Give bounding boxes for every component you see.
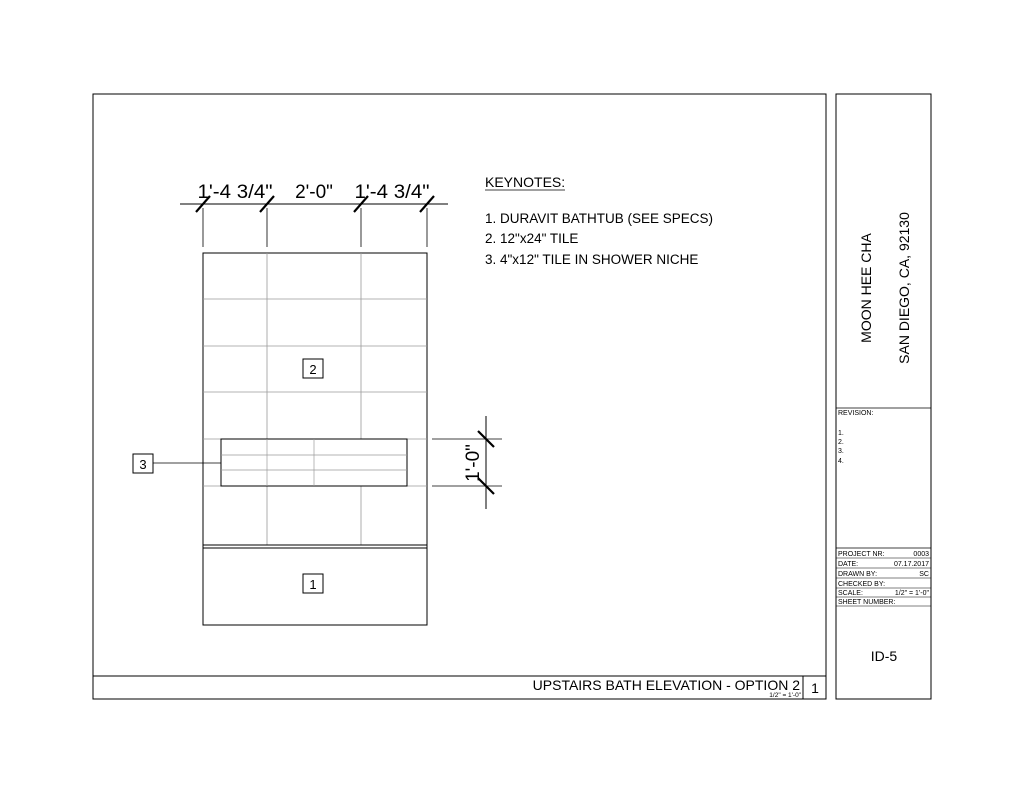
drawn-by-value: SC <box>919 571 929 578</box>
keynote-tag-2-label: 2 <box>309 362 317 377</box>
dimension-left: 1'-4 3/4" <box>197 182 273 203</box>
tile-grid <box>203 253 427 545</box>
keynote-item-3: 3. 4"x12" TILE IN SHOWER NICHE <box>485 252 699 267</box>
sheet-number-label: SHEET NUMBER: <box>838 599 896 606</box>
title-block-border <box>836 94 931 699</box>
scale-label: SCALE: <box>838 590 863 597</box>
dimension-middle: 2'-0" <box>295 182 333 203</box>
keynote-tag-1-label: 1 <box>309 577 317 592</box>
checked-by-label: CHECKED BY: <box>838 581 886 588</box>
drawing-title: UPSTAIRS BATH ELEVATION - OPTION 2 <box>532 677 800 693</box>
drawing-number: 1 <box>811 680 819 696</box>
drawn-by-label: DRAWN BY: <box>838 571 878 578</box>
bath-elevation <box>203 253 427 625</box>
revision-label: REVISION: <box>838 410 874 417</box>
client-name: MOON HEE CHA <box>858 233 874 343</box>
revision-item-4: 4. <box>838 458 844 465</box>
dimension-right: 1'-4 3/4" <box>354 182 430 203</box>
top-dimension-string <box>180 196 448 247</box>
keynotes-title: KEYNOTES: <box>485 174 566 190</box>
sheet-number-value: ID-5 <box>870 648 898 664</box>
revision-item-3: 3. <box>838 448 844 455</box>
keynote-tag-3-label: 3 <box>139 457 147 472</box>
date-value: 07.17.2017 <box>893 561 929 568</box>
revision-item-2: 2. <box>838 439 844 446</box>
project-nr-value: 0003 <box>913 551 929 558</box>
scale-value: 1/2" = 1'-0" <box>894 590 929 597</box>
keynote-item-2: 2. 12"x24" TILE <box>485 231 579 246</box>
drawing-scale: 1/2" = 1'-0" <box>769 692 801 699</box>
date-label: DATE: <box>838 561 859 568</box>
revision-item-1: 1. <box>838 430 844 437</box>
project-nr-label: PROJECT NR: <box>838 551 885 558</box>
project-location: SAN DIEGO, CA, 92130 <box>896 212 912 364</box>
keynote-item-1: 1. DURAVIT BATHTUB (SEE SPECS) <box>485 211 714 226</box>
dimension-niche-height: 1'-0" <box>463 444 484 482</box>
